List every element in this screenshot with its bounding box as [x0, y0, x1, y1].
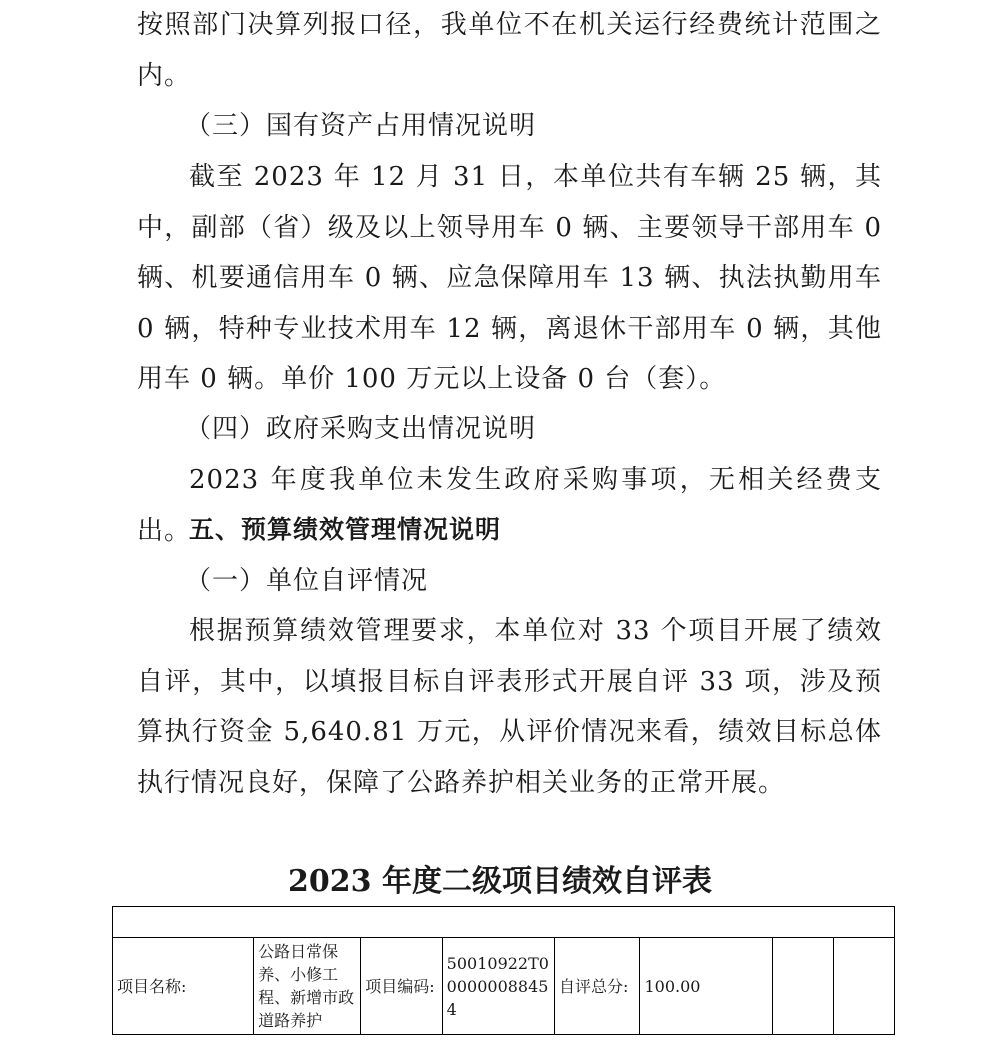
project-code-value: 50010922T000000088454	[442, 938, 554, 1035]
heading-government-procurement: （四）政府采购支出情况说明	[185, 414, 537, 444]
performance-evaluation-table	[112, 906, 895, 1035]
blank-cell	[834, 938, 895, 1035]
paragraph-operating-expense-scope: 按照部门决算列报口径，我单位不在机关运行经费统计范围之内。	[137, 10, 882, 91]
project-name-value: 公路日常保养、小修工程、新增市政道路养护	[254, 938, 361, 1035]
heading-performance-management: 五、预算绩效管理情况说明	[189, 515, 502, 544]
project-name-label: 项目名称:	[113, 938, 254, 1035]
self-score-label: 自评总分:	[554, 938, 640, 1035]
paragraph-self-evaluation: 根据预算绩效管理要求，本单位对 33 个项目开展了绩效自评，其中，以填报目标自评表形式开展自评 33 项，涉及预算执行资金 5,640.81 万元，从评价情况来看，绩效目标总体执行情况良好，保障了公路养护相关业务的正常开展。	[137, 616, 882, 798]
blank-cell	[773, 938, 834, 1035]
paragraph-vehicles: 截至 2023 年 12 月 31 日，本单位共有车辆 25 辆，其中，副部（省）级及以上领导用车 0 辆、主要领导干部用车 0 辆、机要通信用车 0 辆、应急保障用车 13 辆、执法执勤用车 0 辆，特种专业技术用车 12 辆，离退休干部用车 0 辆，其他用车 0 辆。单价 100 万元以上设备 0 台（套）。	[137, 162, 882, 394]
paragraph-procurement: 2023 年度我单位未发生政府采购事项，无相关经费支出。	[137, 465, 882, 546]
table-title: 2023 年度二级项目绩效自评表	[288, 864, 712, 899]
self-score-value: 100.00	[640, 938, 773, 1035]
heading-self-evaluation: （一）单位自评情况	[185, 566, 429, 596]
project-code-label: 项目编码:	[361, 938, 442, 1035]
table-row	[113, 938, 895, 1035]
table-header-blank-cell	[113, 907, 895, 938]
heading-state-assets: （三）国有资产占用情况说明	[185, 111, 537, 141]
table-row	[113, 907, 895, 938]
